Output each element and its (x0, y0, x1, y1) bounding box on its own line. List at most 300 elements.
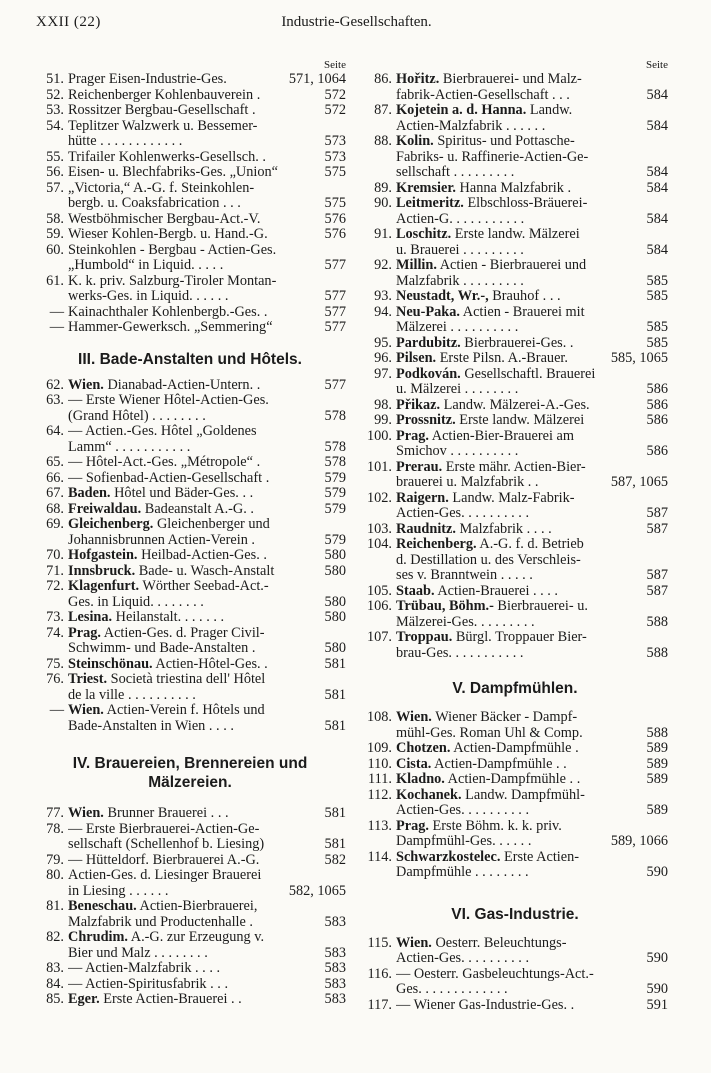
index-entry (34, 150, 346, 166)
entry-text: mühl-Ges. Roman Uhl & Comp. (396, 725, 583, 741)
entry-text: Cista. Actien-Dampfmühle . . (396, 756, 567, 772)
index-entry (362, 336, 668, 352)
entry-text: Mälzerei-Ges. . . . . . . . . (396, 614, 535, 630)
entry-text: Steinschönau. Actien-Hôtel-Ges. . (68, 656, 268, 672)
entry-text: Trübau, Böhm.- Bierbrauerei- u. (396, 599, 588, 614)
entry-line (396, 351, 668, 367)
entry-number: 94. (374, 303, 392, 320)
entry-line (396, 305, 668, 321)
entry-number: 114. (367, 848, 392, 865)
entry-number: 52. (46, 86, 64, 103)
index-entry (34, 672, 346, 703)
index-entry (362, 134, 668, 181)
page-ref: 582, 1065 (288, 882, 346, 899)
page-ref: 589, 1066 (610, 833, 668, 849)
entry-line (68, 455, 346, 471)
entry-line (396, 537, 668, 553)
entry-number: 61. (46, 272, 64, 289)
entry-text: ses v. Branntwein . . . . . (396, 568, 533, 583)
entry-text: — Actien.-Ges. Hôtel „Goldenes (68, 424, 257, 439)
entry-line (68, 610, 346, 626)
page-ref: 583 (324, 913, 346, 930)
page-ref: 582 (324, 851, 346, 868)
entry-line (68, 822, 346, 838)
entry-text: Chotzen. Actien-Dampfmühle . (396, 741, 579, 756)
entry-line (68, 719, 346, 735)
entry-line (396, 196, 668, 212)
entry-text: Wieser Kohlen-Bergb. u. Hand.-G. (68, 227, 268, 242)
entry-line (68, 196, 346, 212)
entry-text: u. Mälzerei . . . . . . . . (396, 382, 519, 397)
index-entry (34, 564, 346, 580)
entry-number: 95. (374, 334, 392, 351)
entry-line (68, 853, 346, 869)
entry-line (68, 595, 346, 611)
entry-number: 102. (366, 489, 392, 506)
index-entry (362, 630, 668, 661)
index-entry (34, 227, 346, 243)
index-entry (34, 243, 346, 274)
index-entry (362, 537, 668, 584)
entry-text: Troppau. Bürgl. Troppauer Bier- (396, 630, 587, 645)
entry-text: Leitmeritz. Elbschloss-Bräuerei- (396, 196, 588, 211)
entry-line (396, 475, 668, 491)
entry-line (396, 165, 668, 181)
index-entry (34, 455, 346, 471)
entry-text: Actien-Ges. . . . . . . . . . (396, 803, 530, 818)
entry-number: 77. (46, 805, 64, 821)
index-entry (34, 88, 346, 104)
entry-text: brau-Ges. . . . . . . . . . . (396, 645, 524, 661)
index-entry (362, 850, 668, 881)
entry-text: hütte . . . . . . . . . . . . (68, 134, 183, 149)
entry-number: 73. (46, 609, 64, 625)
entry-line (396, 150, 668, 166)
entry-text: in Liesing . . . . . . (68, 883, 169, 899)
page-ref: 583 (324, 975, 346, 992)
entry-number: 109. (366, 740, 392, 756)
index-entry (362, 522, 668, 538)
entry-number: 89. (374, 179, 392, 196)
entry-number: 108. (366, 709, 392, 725)
entry-line (396, 398, 668, 414)
page-ref: 588 (646, 613, 668, 630)
entry-text: Kojetein a. d. Hanna. Landw. (396, 103, 573, 118)
entry-line (68, 533, 346, 549)
entry-line (396, 646, 668, 662)
entry-text: Schwarzkostelec. Erste Actien- (396, 849, 580, 865)
entry-text: K. k. priv. Salzburg-Tiroler Montan- (68, 273, 277, 289)
page-ref: 586 (646, 381, 668, 397)
entry-text: Neustadt, Wr.-, Brauhof . . . (396, 289, 561, 304)
entry-text: Reichenberg. A.-G. f. d. Betrieb (396, 537, 584, 552)
entry-text: „Humbold“ in Liquid. . . . . (68, 258, 224, 273)
index-entry (34, 868, 346, 899)
entry-line (68, 320, 346, 336)
seite-label-left: Seite (324, 59, 346, 71)
index-entry (34, 822, 346, 853)
entry-line (68, 946, 346, 962)
entry-number: 68. (46, 500, 64, 517)
entry-line (68, 703, 346, 719)
page-ref: 583 (324, 991, 346, 1007)
entry-line (68, 806, 346, 822)
index-entry (362, 460, 668, 491)
entry-number: 58. (46, 210, 64, 227)
entry-text: Steinkohlen - Bergbau - Actien-Ges. (68, 242, 277, 258)
entry-line (396, 819, 668, 835)
index-entry (34, 626, 346, 657)
page-ref: 585, 1065 (610, 350, 668, 366)
entry-number: 66. (46, 469, 64, 486)
entry-list (34, 806, 346, 1008)
entry-number: 112. (367, 786, 392, 803)
entry-text: Millin. Actien - Bierbrauerei und (396, 258, 587, 273)
index-entry (34, 486, 346, 502)
index-entry (34, 305, 346, 321)
entry-text: Malzfabrik und Productenhalle . (68, 914, 254, 930)
entry-text: Hammer-Gewerksch. „Semmering“ (68, 320, 273, 335)
index-entry (362, 819, 668, 850)
index-entry (362, 72, 668, 103)
entry-number: 90. (374, 195, 392, 211)
entry-line (396, 741, 668, 757)
entry-line (68, 868, 346, 884)
entry-number: 75. (46, 655, 64, 672)
page-ref: 585 (646, 334, 668, 351)
index-entry (362, 788, 668, 819)
entry-line (396, 227, 668, 243)
entry-number: 111. (368, 771, 392, 787)
page-ref: 584 (646, 241, 668, 258)
entry-text: Lamm“ . . . . . . . . . . . (68, 439, 191, 455)
entry-text: Klagenfurt. Wörther Seebad-Act.- (68, 579, 269, 594)
index-entry (34, 961, 346, 977)
entry-line (396, 491, 668, 507)
entry-text: fabrik-Actien-Gesellschaft . . . (396, 87, 570, 103)
entry-text: Triest. Società triestina dell' Hôtel (68, 672, 266, 687)
entry-line (68, 134, 346, 150)
page-ref: 588 (646, 724, 668, 741)
entry-line (68, 502, 346, 518)
index-entry (362, 967, 668, 998)
entry-number: 87. (374, 102, 392, 118)
page-ref: 584 (646, 86, 668, 103)
entry-text: — Wiener Gas-Industrie-Ges. . (396, 997, 575, 1013)
entry-number: 85. (46, 991, 64, 1007)
page-ref: 578 (324, 454, 346, 470)
page-ref: 577 (324, 288, 346, 304)
index-entry (362, 584, 668, 600)
page-title: Industrie-Gesellschaften. (281, 14, 432, 30)
entry-text: Eger. Erste Actien-Brauerei . . (68, 992, 242, 1007)
section-heading-gas-industrie: VI. Gas-Industrie. (451, 905, 579, 923)
page-ref: 578 (324, 407, 346, 424)
entry-line (68, 393, 346, 409)
entry-text: d. Destillation u. des Verschleis- (396, 552, 581, 568)
index-entry (362, 491, 668, 522)
entry-line (68, 626, 346, 642)
entry-line (68, 548, 346, 564)
entry-text: Chrudim. A.-G. zur Erzeugung v. (68, 930, 265, 945)
section-heading-dampfmuehlen: V. Dampfmühlen. (452, 680, 578, 697)
entry-text: — Erste Wiener Hôtel-Actien-Ges. (68, 393, 269, 408)
entry-number: 59. (46, 226, 64, 242)
page-ref: 590 (646, 950, 668, 966)
entry-number: 51. (46, 71, 64, 87)
entry-text: — Hütteldorf. Bierbrauerei A.-G. (68, 852, 260, 868)
page-ref: 576 (324, 210, 346, 227)
index-entry (34, 610, 346, 626)
entry-line (68, 72, 346, 88)
index-entry (34, 72, 346, 88)
entry-text: Prossnitz. Erste landw. Mälzerei (396, 413, 585, 428)
entry-line (68, 837, 346, 853)
index-entry (34, 992, 346, 1008)
right-column (362, 58, 668, 1013)
entry-text: sellschaft . . . . . . . . . (396, 165, 515, 180)
index-entry (362, 398, 668, 414)
entry-line (68, 150, 346, 166)
page-ref: 573 (324, 133, 346, 149)
entry-list (34, 378, 346, 735)
index-entry (34, 424, 346, 455)
entry-line (396, 865, 668, 881)
entry-number: 93. (374, 288, 392, 304)
entry-text: sellschaft (Schellenhof b. Liesing) (68, 837, 265, 852)
entry-number: — (49, 319, 64, 335)
page-ref: 587 (646, 520, 668, 537)
entry-list (362, 72, 668, 661)
entry-number: 81. (46, 898, 64, 914)
page-ref: 580 (324, 593, 346, 610)
entry-number: 78. (46, 820, 64, 837)
page-header (36, 14, 677, 36)
entry-text: Kochanek. Landw. Dampfmühl- (396, 787, 585, 803)
index-entry (362, 413, 668, 429)
page-ref: 577 (324, 303, 346, 320)
entry-line (396, 212, 668, 228)
index-entry (34, 165, 346, 181)
page-ref: 587 (646, 505, 668, 521)
entry-line (396, 119, 668, 135)
entry-number: 105. (366, 582, 392, 599)
entry-number: 71. (46, 562, 64, 579)
entry-text: Actien-Ges. . . . . . . . . . (396, 506, 530, 521)
page-ref: 585 (646, 319, 668, 335)
entry-line (68, 564, 346, 580)
entry-line (396, 726, 668, 742)
entry-number: 110. (367, 755, 392, 772)
entry-text: Staab. Actien-Brauerei . . . . (396, 583, 559, 599)
entry-text: Actien-G. . . . . . . . . . . (396, 211, 525, 227)
entry-text: Kremsier. Hanna Malzfabrik . (396, 180, 572, 196)
index-entry (34, 853, 346, 869)
entry-line (396, 243, 668, 259)
index-entry (34, 378, 346, 394)
index-entry (362, 710, 668, 741)
entry-number: 55. (46, 148, 64, 165)
entry-text: u. Brauerei . . . . . . . . . (396, 242, 524, 258)
entry-text: Ges. . . . . . . . . . . . . (396, 982, 508, 997)
entry-line (396, 757, 668, 773)
section-heading-brauereien: IV. Brauereien, Brennereien und Mälzereien. (72, 755, 308, 791)
entry-number: 104. (366, 536, 392, 552)
entry-line (68, 688, 346, 704)
entry-line (68, 424, 346, 440)
page-ref: 587 (646, 582, 668, 599)
entry-number: 69. (46, 516, 64, 532)
section-heading-bade-anstalten: III. Bade-Anstalten und Hôtels. (78, 350, 302, 368)
page-ref: 589 (646, 802, 668, 818)
entry-line (68, 212, 346, 228)
entry-number: 116. (367, 965, 392, 982)
entry-number: 57. (46, 179, 64, 196)
entry-line (396, 429, 668, 445)
entry-line (396, 936, 668, 952)
index-entry (362, 351, 668, 367)
page-ref: 584 (646, 179, 668, 196)
entry-text: Wien. Oesterr. Beleuchtungs- (396, 935, 567, 951)
entry-line (68, 641, 346, 657)
entry-line (68, 103, 346, 119)
index-entry (34, 320, 346, 336)
index-entry (362, 289, 668, 305)
entry-text: Prag. Actien-Bier-Brauerei am (396, 428, 574, 444)
index-entry (362, 258, 668, 289)
entry-line (68, 227, 346, 243)
entry-line (68, 486, 346, 502)
entry-line (396, 998, 668, 1014)
entry-line (68, 672, 346, 688)
page-ref: 591 (646, 996, 668, 1013)
entry-number: 117. (367, 996, 392, 1013)
entry-line (68, 243, 346, 259)
page-ref: 583 (324, 944, 346, 961)
index-entry (34, 393, 346, 424)
page-ref: 575 (324, 195, 346, 211)
entry-number: 62. (46, 376, 64, 393)
entry-line (68, 305, 346, 321)
index-entry (34, 181, 346, 212)
page-ref: 586 (646, 396, 668, 413)
entry-number: 83. (46, 960, 64, 976)
entry-line (396, 134, 668, 150)
entry-number: 115. (367, 934, 392, 951)
page-ref: 589 (646, 771, 668, 787)
entry-text: Dampfmühl-Ges. . . . . . (396, 834, 532, 849)
index-entry (34, 517, 346, 548)
entry-number: 67. (46, 485, 64, 501)
entry-line (68, 930, 346, 946)
entry-text: (Grand Hôtel) . . . . . . . . (68, 408, 206, 424)
entry-line (396, 274, 668, 290)
entry-text: Prerau. Erste mähr. Actien-Bier- (396, 459, 586, 475)
entry-number: 97. (374, 365, 392, 382)
entry-line (396, 710, 668, 726)
index-entry (362, 772, 668, 788)
index-entry (34, 930, 346, 961)
entry-text: Hofgastein. Heilbad-Actien-Ges. . (68, 548, 267, 563)
seite-label-right: Seite (646, 59, 668, 71)
page-ref: 580 (324, 609, 346, 625)
entry-text: Kainachthaler Kohlenbergb.-Ges. . (68, 304, 268, 320)
entry-text: Gleichenberg. Gleichenberger und (68, 517, 270, 532)
entry-text: — Actien-Malzfabrik . . . . (68, 961, 221, 976)
entry-text: Mälzerei . . . . . . . . . . (396, 320, 519, 335)
entry-line (68, 884, 346, 900)
entry-number: 63. (46, 392, 64, 408)
entry-text: Malzfabrik . . . . . . . . . (396, 273, 524, 289)
entry-line (396, 599, 668, 615)
page-ref: 576 (324, 226, 346, 242)
entry-line (68, 289, 346, 305)
entry-line (396, 967, 668, 983)
index-entry (34, 657, 346, 673)
entry-number: 82. (46, 929, 64, 945)
page-ref: 590 (646, 981, 668, 997)
index-entry (362, 998, 668, 1014)
entry-line (396, 522, 668, 538)
entry-line (396, 444, 668, 460)
entry-number: 100. (366, 427, 392, 444)
page-ref: 579 (324, 500, 346, 517)
entry-number: 98. (374, 396, 392, 413)
entry-list (362, 710, 668, 881)
index-entry (34, 103, 346, 119)
entry-text: Pardubitz. Bierbrauerei-Ges. . (396, 335, 574, 351)
entry-line (68, 992, 346, 1008)
page-ref: 579 (324, 485, 346, 501)
index-entry (362, 429, 668, 460)
left-column (34, 58, 346, 1008)
index-entry (34, 471, 346, 487)
entry-number: 88. (374, 133, 392, 149)
page-ref: 580 (324, 640, 346, 656)
page-ref: 589 (646, 755, 668, 772)
entry-text: — Erste Bierbrauerei-Actien-Ge- (68, 821, 260, 837)
entry-text: Baden. Hôtel und Bäder-Ges. . . (68, 486, 254, 501)
index-entry (362, 103, 668, 134)
index-entry (362, 936, 668, 967)
entry-number: 91. (374, 226, 392, 242)
entry-line (396, 951, 668, 967)
index-entry (34, 274, 346, 305)
page-ref: 577 (324, 376, 346, 393)
entry-number: 79. (46, 851, 64, 868)
page-ref: 585 (646, 288, 668, 304)
entry-list (34, 72, 346, 336)
entry-text: Raigern. Landw. Malz-Fabrik- (396, 490, 575, 506)
entry-number: 86. (374, 71, 392, 87)
entry-line (396, 336, 668, 352)
entry-number: 96. (374, 350, 392, 366)
entry-line (396, 772, 668, 788)
page-ref: 572 (324, 86, 346, 103)
index-entry (362, 196, 668, 227)
page-ref: 581 (324, 805, 346, 821)
entry-text: Rossitzer Bergbau-Gesellschaft . (68, 103, 256, 118)
entry-line (68, 471, 346, 487)
page-number: XXII (22) (36, 14, 101, 30)
page-ref: 575 (324, 164, 346, 180)
entry-number: 99. (374, 412, 392, 428)
page-ref: 577 (324, 319, 346, 335)
entry-number: 72. (46, 578, 64, 594)
page-ref: 580 (324, 562, 346, 579)
entry-line (68, 961, 346, 977)
page-ref: 579 (324, 469, 346, 486)
